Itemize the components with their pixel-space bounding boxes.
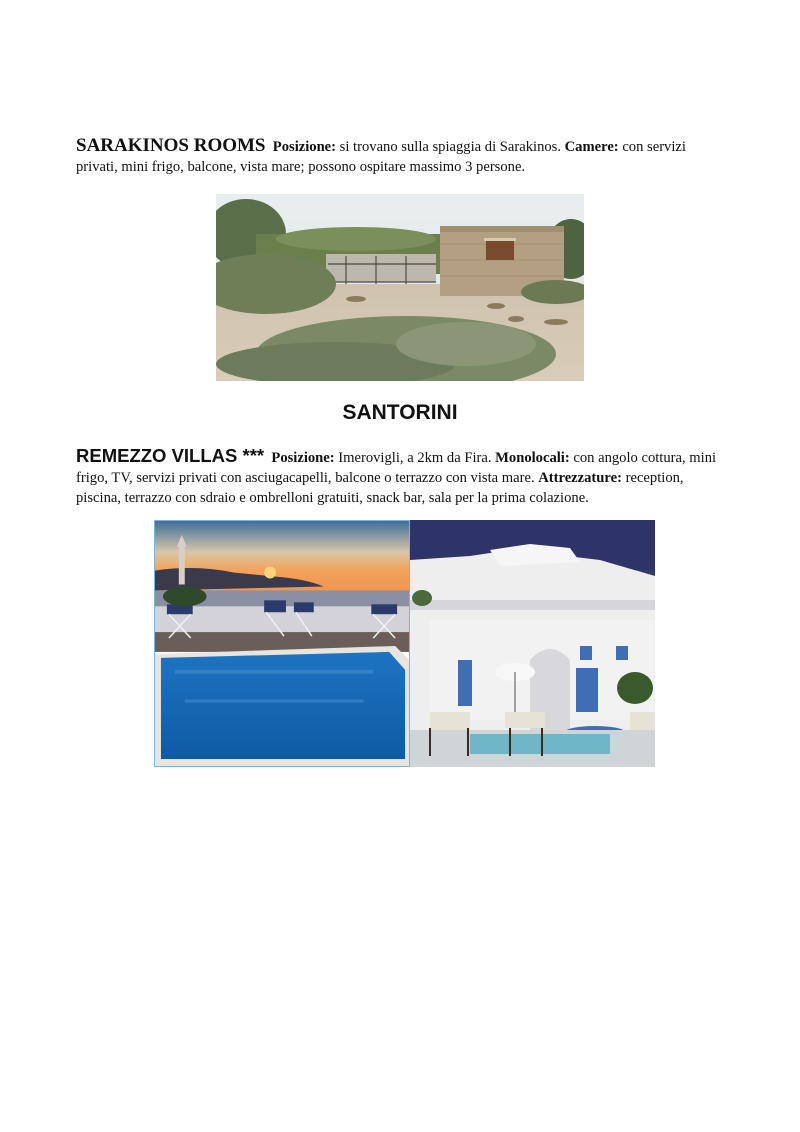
sunset-pool-photo: [154, 520, 410, 767]
remezzo-position-text: Imerovigli, a 2km da Fira.: [334, 450, 496, 466]
white-villas-photo: [410, 520, 655, 767]
sarakinos-rooms-label: Camere:: [564, 139, 619, 155]
remezzo-studios-label: Monolocali:: [495, 450, 570, 466]
sarakinos-position-label: Posizione:: [272, 139, 337, 155]
remezzo-position-label: Posizione:: [271, 450, 335, 466]
sarakinos-description: [76, 136, 716, 177]
remezzo-facilities-text: reception, piscina, terrazzo con sdraio e ombrelloni gratuiti, snack bar, sala per la prima colazione.: [76, 470, 684, 506]
section-title: SANTORINI: [342, 401, 458, 424]
sarakinos-photo: [216, 194, 584, 381]
remezzo-facilities-label: Attrezzature:: [538, 470, 622, 486]
remezzo-title: REMEZZO VILLAS ***: [76, 445, 265, 466]
sarakinos-position-text: si trovano sulla spiaggia di Sarakinos.: [336, 139, 565, 155]
remezzo-description: [76, 446, 724, 508]
remezzo-studios-text: con angolo cottura, mini frigo, TV, servizi privati con asciugacapelli, balcone o terrazzo con vista mare.: [76, 450, 717, 486]
sarakinos-title: SARAKINOS ROOMS: [76, 135, 266, 156]
sarakinos-rooms-text: con servizi privati, mini frigo, balcone, vista mare; possono ospitare massimo 3 persone.: [76, 139, 686, 175]
